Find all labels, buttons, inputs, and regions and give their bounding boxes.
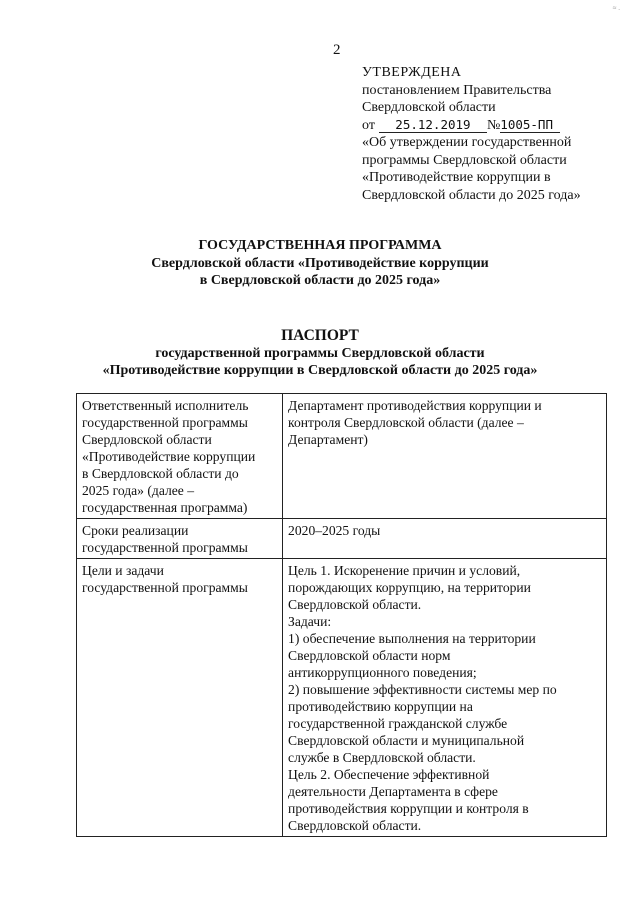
approval-line-6: «Противодействие коррупции в [362,170,551,185]
date-prefix: от [362,117,375,133]
row-label: Цели и задачи государственной программы [82,563,248,595]
number-sign: № [486,117,501,133]
program-title [0,237,640,290]
approval-line-1: постановлением Правительства [362,82,552,98]
table-cell-value [283,394,607,519]
table-row [77,394,607,519]
approval-line-7: Свердловской области до 2025 года» [362,187,581,203]
scan-mark: ≈ . [612,4,620,12]
page-number: 2 [333,42,341,58]
table-row [77,519,607,559]
program-title-line-2: Свердловской области «Противодействие коррупции [151,255,489,271]
approval-line-2: Свердловской области [362,100,496,115]
approval-heading: УТВЕРЖДЕНА [362,65,462,80]
row-label: Сроки реализации государственной программы [82,523,248,555]
program-title-line-3: в Свердловской области до 2025 года» [199,273,441,288]
passport-title [0,327,640,380]
row-value: Цель 1. Искоренение причин и условий, порождающих коррупцию, на территории Свердловской области. Задачи: 1) обеспечение выполнения на территории Свердловской области норм антикоррупционного поведения; 2) повышение эффективности системы мер по противодействию коррупции на государственной гражданской службе Свердловской области и муниципальной службе в Свердловской области. Цель 2. Обеспечение эффективной деятельности Департамента в сфере противодействия коррупции и контроля в Свердловской области. [288,563,557,833]
passport-line-2: «Противодействие коррупции в Свердловской области до 2025 года» [102,363,538,378]
decree-date-number [362,117,632,135]
passport-line-1: государственной программы Свердловской области [155,345,485,361]
passport-heading: ПАСПОРТ [281,327,359,344]
table-cell-label [77,394,283,519]
approval-block [362,64,632,204]
table-row [77,559,607,837]
approval-line-5: программы Свердловской области [362,152,567,168]
passport-table [76,393,607,837]
row-value: Департамент противодействия коррупции и контроля Свердловской области (далее – Департамент) [288,398,542,447]
table-cell-label [77,519,283,559]
table-cell-label [77,559,283,837]
approval-line-4: «Об утверждении государственной [362,135,572,150]
row-label: Ответственный исполнитель государственной программы Свердловской области «Противодействие коррупции в Свердловской области до 2025 года» (далее – государственная программа) [82,398,256,515]
table-cell-value [283,559,607,837]
table-cell-value [283,519,607,559]
row-value: 2020–2025 годы [288,523,381,538]
decree-date: 25.12.2019 [379,118,487,133]
decree-number: 1005-ПП [500,118,560,133]
program-title-line-1: ГОСУДАРСТВЕННАЯ ПРОГРАММА [198,238,442,253]
